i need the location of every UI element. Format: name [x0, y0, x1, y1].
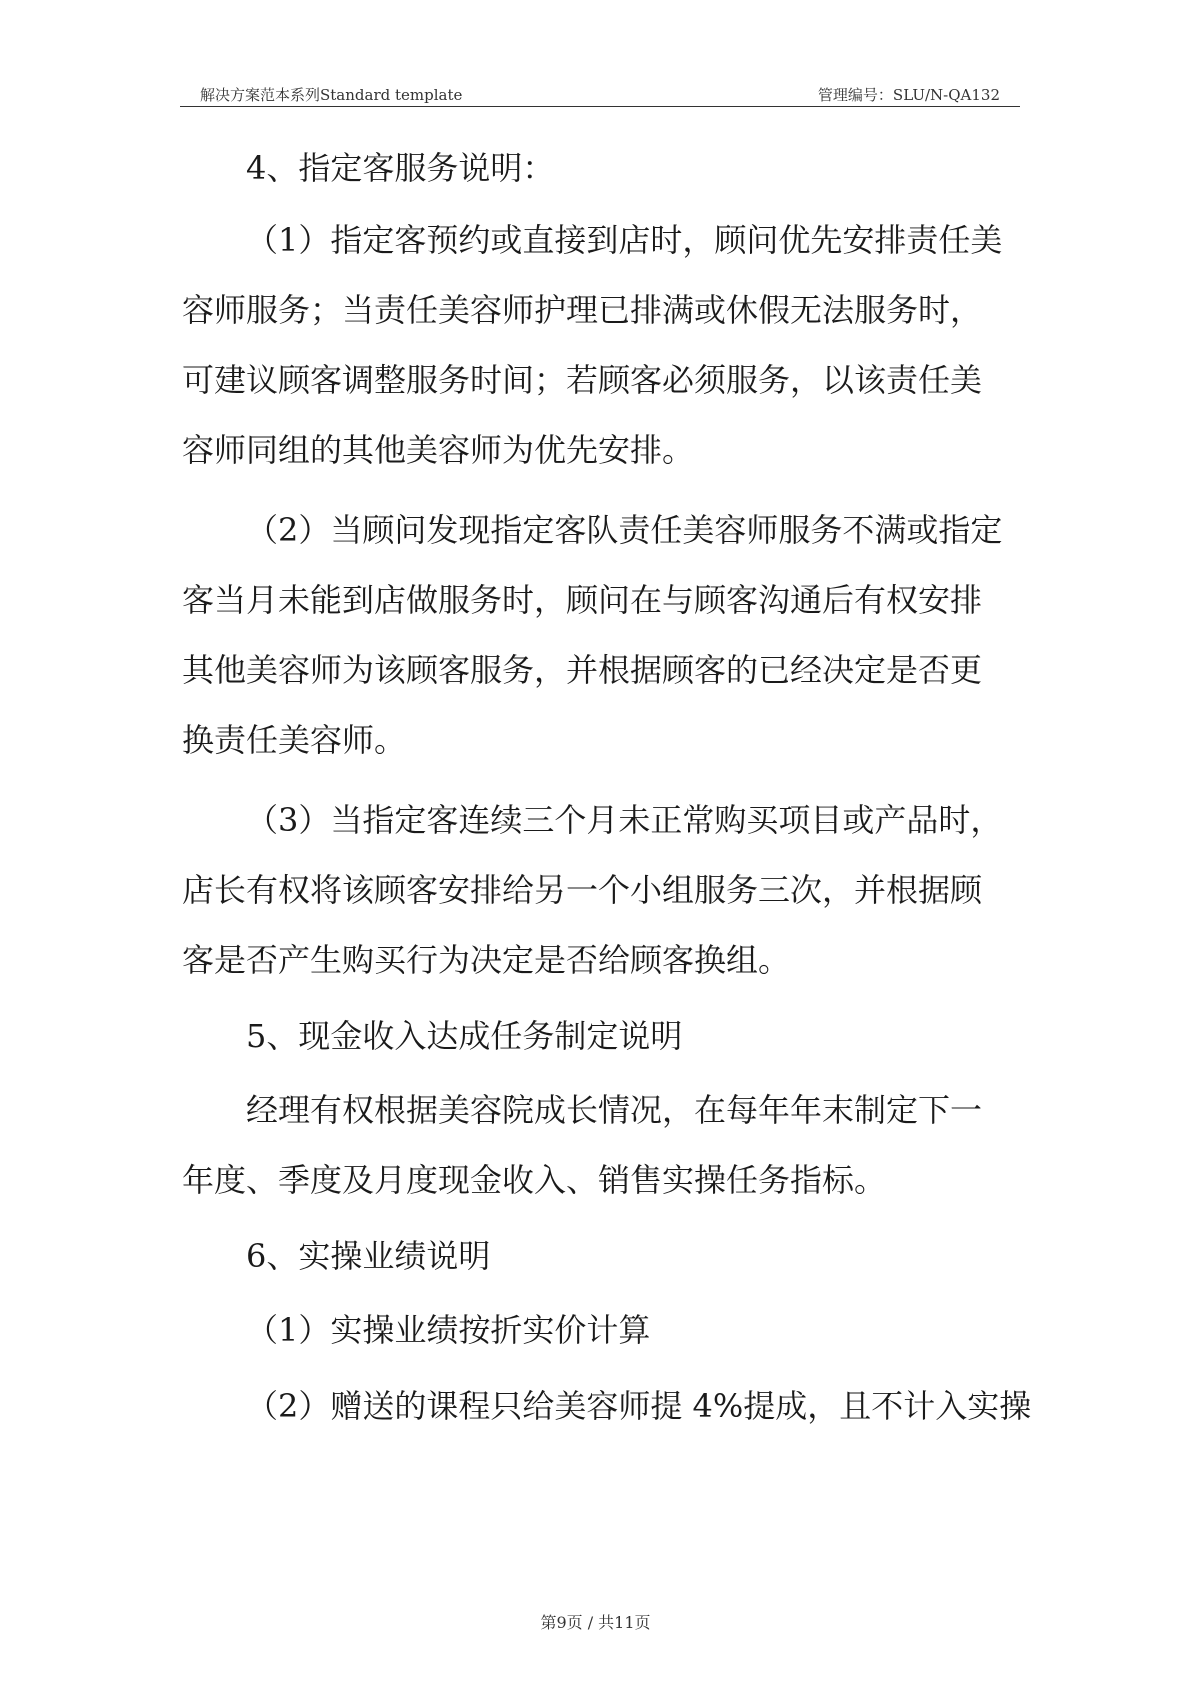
paragraph-line: （3）当指定客连续三个月未正常购买项目或产品时， [246, 801, 1003, 839]
section-heading-5: 5、现金收入达成任务制定说明 [246, 1017, 683, 1055]
header-series-title: 解决方案范本系列Standard template [200, 86, 463, 104]
paragraph-line: 年度、季度及月度现金收入、销售实操任务指标。 [182, 1161, 887, 1199]
paragraph-line: 客是否产生购买行为决定是否给顾客换组。 [182, 941, 791, 979]
paragraph-line: 其他美容师为该顾客服务，并根据顾客的已经决定是否更 [182, 651, 983, 689]
page-number: 第9页 / 共11页 [540, 1613, 651, 1632]
section-heading-6: 6、实操业绩说明 [246, 1237, 491, 1275]
header-doc-number: 管理编号：SLU/N-QA132 [817, 86, 1000, 104]
paragraph-line: 容师同组的其他美容师为优先安排。 [182, 431, 695, 469]
paragraph-line: （1）实操业绩按折实价计算 [246, 1311, 651, 1349]
paragraph-line: 客当月未能到店做服务时，顾问在与顾客沟通后有权安排 [182, 581, 983, 619]
section-heading-4: 4、指定客服务说明： [246, 149, 555, 187]
paragraph-line: （2）当顾问发现指定客队责任美容师服务不满或指定 [246, 511, 1003, 549]
paragraph-line: 店长有权将该顾客安排给另一个小组服务三次，并根据顾 [182, 871, 983, 909]
paragraph-line: 经理有权根据美容院成长情况，在每年年末制定下一 [246, 1091, 983, 1129]
paragraph-line: （1）指定客预约或直接到店时，顾问优先安排责任美 [246, 221, 1003, 259]
page-header [180, 80, 1020, 107]
paragraph-line: （2）赠送的课程只给美容师提 4%提成，且不计入实操 [246, 1387, 1032, 1425]
paragraph-line: 换责任美容师。 [182, 721, 407, 759]
paragraph-line: 可建议顾客调整服务时间；若顾客必须服务，以该责任美 [182, 361, 983, 399]
page-footer [0, 1610, 1191, 1633]
paragraph-line: 容师服务；当责任美容师护理已排满或休假无法服务时， [182, 291, 983, 329]
